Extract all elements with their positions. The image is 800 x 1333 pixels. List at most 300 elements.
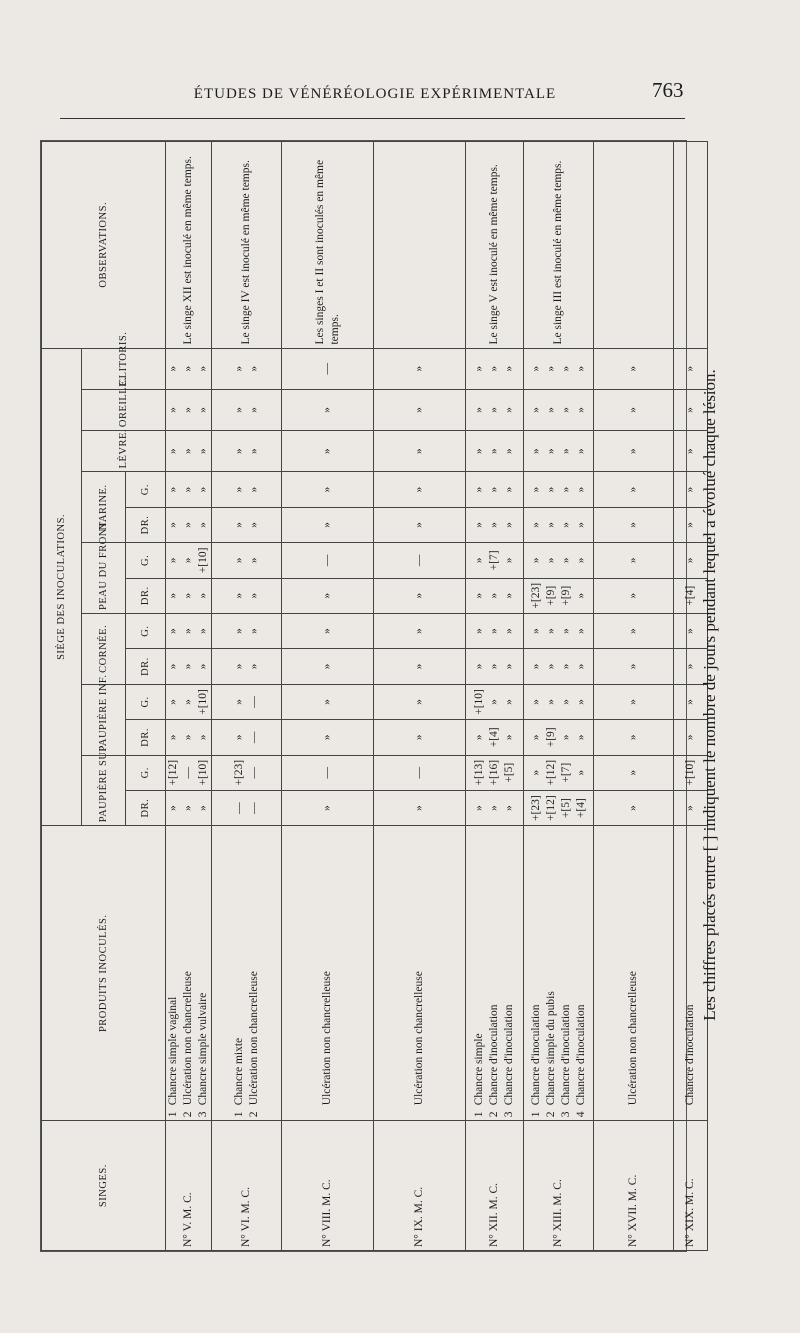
inoculation-cell [594, 790, 674, 825]
inoculation-cell [166, 790, 212, 825]
inoculation-mark: » [627, 407, 639, 413]
observation-cell [374, 142, 466, 349]
produit-line [412, 829, 427, 1117]
inoculation-mark: +[10] [197, 689, 209, 715]
inoculation-mark: +[12] [544, 759, 557, 786]
inoculation-mark: » [473, 592, 485, 599]
observation-cell [212, 142, 282, 349]
singe-label: N° VIII. M. C. [321, 1179, 333, 1247]
inoculation-mark: +[9] [559, 585, 572, 606]
inoculation-mark: » [627, 628, 639, 635]
inoculation-mark: +[23] [232, 759, 245, 786]
header-dr: DR. [126, 790, 166, 825]
produit-text: Ulcération non chancrelleuse [413, 971, 425, 1106]
table-row [282, 142, 374, 1251]
inoculation-mark: » [473, 522, 485, 528]
inoculation-cell [466, 472, 524, 507]
produit-cell [466, 826, 524, 1121]
produit-line [166, 829, 181, 1117]
inoculation-mark: » [232, 592, 245, 599]
inoculation-mark: » [413, 448, 425, 455]
observation-cell [282, 142, 374, 349]
inoculation-cell [466, 684, 524, 719]
produit-line [232, 829, 247, 1117]
observation-cell [466, 142, 524, 349]
inoculation-cell [374, 649, 466, 684]
inoculation-mark: » [503, 699, 515, 705]
inoculation-mark: » [488, 407, 500, 413]
inoculation-mark: » [488, 663, 500, 670]
inoculation-mark: » [167, 592, 179, 599]
inoculation-mark: — [247, 696, 260, 708]
inoculation-cell [166, 348, 212, 389]
inoculation-mark: » [321, 699, 333, 705]
inoculation-cell [594, 578, 674, 613]
inoculation-mark: » [627, 663, 639, 670]
inoculation-cell [466, 613, 524, 648]
inoculation-mark: » [197, 628, 209, 635]
inoculation-mark: » [559, 486, 572, 493]
header-narine: NARINE. [82, 472, 126, 543]
inoculation-mark: » [529, 628, 542, 635]
inoculation-mark: » [473, 486, 485, 493]
inoculation-cell [594, 389, 674, 430]
produit-cell [594, 826, 674, 1121]
row-number: 3 [559, 1111, 572, 1118]
inoculation-mark: » [247, 628, 260, 635]
inoculation-cell [374, 755, 466, 790]
inoculation-mark: » [232, 522, 245, 528]
inoculation-mark: » [627, 592, 639, 599]
row-number: 3 [197, 1111, 209, 1118]
inoculation-mark: » [413, 522, 425, 528]
produit-line [247, 829, 262, 1117]
header-dr: DR. [126, 720, 166, 755]
inoculation-cell [212, 543, 282, 578]
inoculation-mark: » [559, 448, 572, 455]
inoculation-cell [466, 389, 524, 430]
inoculation-mark: » [182, 522, 194, 528]
inoculation-mark: » [247, 522, 260, 528]
inoculation-mark: » [197, 522, 209, 528]
inoculation-mark: » [574, 557, 587, 564]
observation-text: Le singe IV est inoculé en même temps. [240, 160, 252, 345]
inoculation-cell [524, 578, 594, 613]
inoculation-mark: » [473, 407, 485, 413]
inoculation-cell [466, 348, 524, 389]
inoculation-cell [282, 720, 374, 755]
inoculation-cell [524, 507, 594, 542]
inoculation-mark: » [167, 557, 179, 564]
inoculation-mark: » [684, 734, 696, 741]
inoculation-mark: » [503, 448, 515, 455]
row-number: 2 [544, 1111, 557, 1118]
inoculation-mark: +[7] [488, 550, 500, 571]
inoculation-mark: +[9] [544, 585, 557, 606]
singe-label: N° VI. M. C. [240, 1187, 252, 1247]
inoculation-cell [282, 578, 374, 613]
inoculation-mark: » [559, 628, 572, 635]
inoculation-mark: » [473, 628, 485, 635]
row-number: 1 [232, 1111, 245, 1118]
inoculation-mark: » [559, 734, 572, 741]
header-observations: OBSERVATIONS. [42, 142, 166, 349]
inoculation-cell [594, 684, 674, 719]
inoculation-mark: » [574, 663, 587, 670]
inoculation-mark: » [167, 699, 179, 705]
inoculation-mark: +[10] [684, 759, 696, 786]
inoculation-mark: » [684, 557, 696, 564]
inoculation-mark: » [544, 699, 557, 705]
inoculation-cell [212, 790, 282, 825]
inoculation-cell [166, 684, 212, 719]
inoculation-cell [166, 720, 212, 755]
inoculation-mark: +[16] [488, 759, 500, 786]
inoculation-cell [282, 613, 374, 648]
row-number: 4 [574, 1111, 587, 1118]
page-number: 763 [652, 78, 684, 102]
produit-text: Chancre d'inoculation [488, 1004, 500, 1106]
inoculation-mark: » [413, 365, 425, 372]
inoculation-mark: » [559, 407, 572, 413]
header-levre: LÈVRE. [82, 431, 166, 472]
table-row [166, 142, 212, 1251]
inoculation-mark: » [167, 663, 179, 670]
inoculation-mark: » [503, 628, 515, 635]
inoculation-mark: » [627, 522, 639, 528]
inoculation-mark: » [321, 805, 333, 811]
observation-text: Le singe XII est inoculé en même temps. [182, 156, 194, 345]
inoculation-cell [594, 507, 674, 542]
inoculation-mark: » [544, 365, 557, 372]
singe-label: N° XVII. M. C. [627, 1174, 639, 1247]
produit-cell [282, 826, 374, 1121]
singe-cell [212, 1121, 282, 1251]
inoculation-mark: » [544, 522, 557, 528]
inoculation-mark: » [574, 769, 587, 776]
header-produits: PRODUITS INOCULÉS. [42, 826, 166, 1121]
inoculation-mark: » [321, 628, 333, 635]
produit-text: Ulcération non chancrelleuse [627, 971, 639, 1106]
inoculation-mark: — [321, 362, 333, 375]
inoculation-mark: — [413, 554, 425, 567]
inoculation-mark: » [473, 557, 485, 564]
inoculation-mark: » [321, 522, 333, 528]
inoculation-cell [166, 389, 212, 430]
inoculation-cell [594, 755, 674, 790]
inoculation-cell [524, 431, 594, 472]
produit-cell [374, 826, 466, 1121]
inoculation-cell [466, 790, 524, 825]
inoculation-mark: +[12] [167, 759, 179, 786]
table-row [212, 142, 282, 1251]
singe-label: N° XII. M. C. [488, 1182, 500, 1247]
inoculation-mark: +[23] [529, 582, 542, 609]
inoculation-mark: » [232, 663, 245, 670]
inoculation-mark: » [197, 805, 209, 811]
header-rule [60, 118, 685, 119]
inoculation-mark: » [559, 522, 572, 528]
inoculation-cell [282, 389, 374, 430]
inoculation-cell [466, 431, 524, 472]
header-g: G. [126, 755, 166, 790]
inoculation-mark: » [182, 486, 194, 493]
inoculation-cell [524, 389, 594, 430]
inoculation-cell [374, 613, 466, 648]
inoculation-cell [374, 507, 466, 542]
produit-line [529, 829, 544, 1117]
inoculation-mark: » [574, 486, 587, 493]
rotated-table-frame [40, 140, 696, 1252]
inoculation-mark: » [684, 486, 696, 493]
inoculation-mark: » [503, 805, 515, 811]
inoculation-mark: » [321, 407, 333, 413]
inoculation-mark: » [167, 734, 179, 741]
inoculation-mark: » [232, 365, 245, 372]
inoculation-mark: » [529, 407, 542, 413]
inoculation-cell [524, 543, 594, 578]
inoculation-cell [212, 649, 282, 684]
inoculation-mark: » [627, 805, 639, 811]
inoculation-mark: » [627, 734, 639, 741]
produit-text: Chancre d'inoculation [503, 1004, 515, 1106]
inoculation-mark: » [182, 448, 194, 455]
produit-text: Chancre simple du pubis [544, 991, 557, 1106]
inoculation-mark: » [321, 663, 333, 670]
produit-line [626, 829, 641, 1117]
observation-text: Le singe V est inoculé en même temps. [488, 164, 500, 345]
inoculation-cell [212, 613, 282, 648]
inoculation-cell [524, 649, 594, 684]
inoculation-mark: » [559, 365, 572, 372]
inoculation-cell [282, 472, 374, 507]
inoculation-mark: » [574, 407, 587, 413]
inoculation-cell [282, 755, 374, 790]
inoculation-mark: » [488, 628, 500, 635]
inoculation-mark: » [182, 699, 194, 705]
inoculation-mark: » [197, 365, 209, 372]
singe-cell [524, 1121, 594, 1251]
inoculation-mark: » [574, 448, 587, 455]
inoculation-cell [212, 755, 282, 790]
inoculation-cell [466, 755, 524, 790]
inoculation-mark: » [529, 365, 542, 372]
inoculation-mark: » [529, 699, 542, 705]
inoculation-mark: » [197, 448, 209, 455]
singe-label: N° IX. M. C. [413, 1186, 425, 1247]
table-row [594, 142, 674, 1251]
inoculation-mark: » [684, 699, 696, 705]
inoculation-mark: » [182, 734, 194, 741]
produit-text: Chancre simple [473, 1033, 485, 1106]
inoculation-mark: » [559, 663, 572, 670]
inoculation-mark: — [247, 802, 260, 814]
row-number: 1 [473, 1111, 485, 1118]
inoculation-cell [212, 431, 282, 472]
produit-line [320, 829, 335, 1117]
table-row [374, 142, 466, 1251]
inoculation-mark: » [413, 699, 425, 705]
inoculation-cell [282, 431, 374, 472]
inoculation-mark: » [167, 365, 179, 372]
singe-label: N° V. M. C. [182, 1192, 194, 1247]
inoculation-mark: » [247, 486, 260, 493]
inoculation-cell [212, 472, 282, 507]
singe-cell [466, 1121, 524, 1251]
inoculation-mark: » [627, 486, 639, 493]
inoculation-cell [524, 720, 594, 755]
inoculation-cell [212, 389, 282, 430]
inoculation-cell [594, 472, 674, 507]
inoculation-mark: » [627, 448, 639, 455]
produit-cell [166, 826, 212, 1121]
inoculation-mark: +[10] [197, 547, 209, 574]
inoculation-mark: » [488, 486, 500, 493]
footnote [690, 255, 730, 1135]
inoculation-mark: » [529, 486, 542, 493]
inoculation-mark: » [684, 407, 696, 413]
inoculation-cell [374, 578, 466, 613]
singe-cell [374, 1121, 466, 1251]
inoculation-mark: +[7] [559, 762, 572, 783]
inoculation-cell [166, 649, 212, 684]
header-clitoris: CLITORIS. [82, 348, 166, 389]
inoculation-cell [524, 472, 594, 507]
inoculation-mark: — [321, 766, 333, 779]
inoculation-cell [374, 543, 466, 578]
inoculation-mark: +[10] [473, 689, 485, 715]
inoculation-mark: — [182, 766, 194, 779]
inoculation-mark: » [413, 407, 425, 413]
inoculation-mark: » [247, 407, 260, 413]
produit-text: Ulcération non chancrelleuse [182, 971, 194, 1106]
inoculation-cell [594, 649, 674, 684]
inoculation-mark: » [167, 486, 179, 493]
observation-text: Les singes I et II sont inoculés en même temps. [313, 159, 341, 345]
produit-text: Ulcération non chancrelleuse [321, 971, 333, 1106]
inoculation-cell [166, 472, 212, 507]
inoculation-mark: » [488, 522, 500, 528]
produit-line [574, 829, 589, 1117]
header-peau-front: PEAU DU FRONT. [82, 543, 126, 614]
inoculation-mark: » [197, 592, 209, 599]
inoculation-cell [466, 507, 524, 542]
inoculation-cell [212, 684, 282, 719]
table-row [524, 142, 594, 1251]
produit-text: Chancre d'inoculation [559, 1004, 572, 1106]
produit-text: Chancre d'inoculation [684, 1004, 696, 1106]
inoculation-mark: » [167, 407, 179, 413]
inoculation-mark: » [559, 557, 572, 564]
inoculation-mark: » [232, 628, 245, 635]
inoculation-cell [594, 431, 674, 472]
inoculation-cell [524, 613, 594, 648]
row-number: 1 [529, 1111, 542, 1118]
inoculation-mark: » [413, 628, 425, 635]
header-paupiere-inf: PAUPIÈRE INF. [82, 684, 126, 755]
produit-line [196, 829, 211, 1117]
inoculation-mark: » [627, 557, 639, 564]
inoculation-cell [524, 348, 594, 389]
row-number: 2 [182, 1111, 194, 1118]
header-siege: SIÈGE DES INOCULATIONS. [42, 348, 82, 826]
inoculation-cell [212, 578, 282, 613]
row-number: 3 [503, 1111, 515, 1118]
observation-cell [166, 142, 212, 349]
inoculation-mark: » [627, 365, 639, 372]
inoculation-mark: » [197, 663, 209, 670]
inoculation-mark: » [488, 448, 500, 455]
inoculation-mark: » [574, 734, 587, 741]
inoculation-cell [524, 790, 594, 825]
inoculation-mark: » [247, 663, 260, 670]
inoculation-mark: » [167, 448, 179, 455]
inoculation-mark: » [503, 592, 515, 599]
inoculation-mark: » [503, 663, 515, 670]
inoculation-mark: » [413, 663, 425, 670]
inoculation-cell [166, 507, 212, 542]
inoculation-cell [374, 472, 466, 507]
inoculation-cell [282, 649, 374, 684]
inoculation-mark: » [167, 628, 179, 635]
inoculation-cell [166, 431, 212, 472]
inoculation-mark: » [488, 805, 500, 811]
inoculation-mark: » [232, 557, 245, 564]
inoculation-mark: » [684, 448, 696, 455]
observation-cell [594, 142, 674, 349]
inoculation-mark: » [503, 734, 515, 741]
inoculation-mark: » [232, 699, 245, 705]
produit-cell [524, 826, 594, 1121]
inoculation-mark: » [197, 407, 209, 413]
produit-line [544, 829, 559, 1117]
header-dr: DR. [126, 578, 166, 613]
produit-text: Chancre simple vaginal [167, 996, 179, 1106]
inoculation-mark: » [574, 699, 587, 705]
inoculation-mark: » [574, 628, 587, 635]
inoculation-cell [166, 578, 212, 613]
inoculation-cell [594, 543, 674, 578]
inoculation-mark: » [544, 663, 557, 670]
inoculation-cell [524, 684, 594, 719]
inoculation-mark: » [473, 448, 485, 455]
footnote-text: Les chiffres placés entre [ ] indiquent le nombre de jours pendant lequel a évolué chaque lésion. [700, 369, 719, 1021]
inoculation-mark: — [247, 731, 260, 744]
inoculation-mark: » [684, 365, 696, 372]
inoculation-mark: » [684, 628, 696, 635]
inoculation-mark: » [413, 592, 425, 599]
inoculation-mark: » [247, 557, 260, 564]
produit-line [181, 829, 196, 1117]
inoculation-cell [374, 684, 466, 719]
inoculation-mark: » [627, 699, 639, 705]
produit-line [487, 829, 502, 1117]
inoculation-mark: » [503, 522, 515, 528]
inoculation-cell [374, 790, 466, 825]
inoculation-mark: » [529, 522, 542, 528]
inoculation-mark: +[23] [529, 795, 542, 821]
inoculation-cell [166, 543, 212, 578]
inoculation-mark: » [232, 448, 245, 455]
inoculation-mark: » [529, 734, 542, 741]
produit-text: Chancre d'inoculation [529, 1004, 542, 1106]
produit-cell [212, 826, 282, 1121]
produit-line [472, 829, 487, 1117]
inoculation-cell [466, 720, 524, 755]
inoculation-cell [212, 720, 282, 755]
inoculation-cell [466, 543, 524, 578]
inoculation-mark: » [503, 365, 515, 372]
